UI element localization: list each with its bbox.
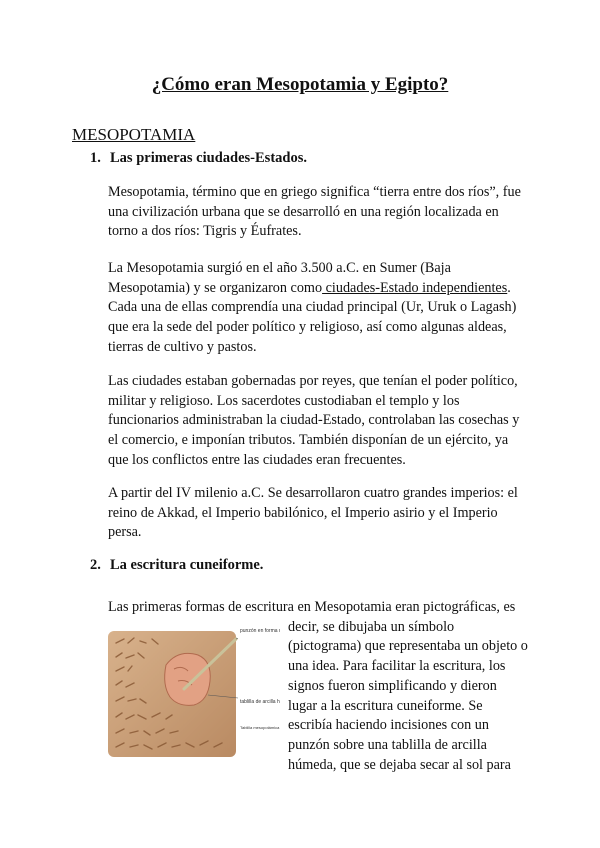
underlined-term: ciudades-Estado independientes xyxy=(322,279,508,296)
hand-shape xyxy=(165,653,211,705)
page-title: ¿Cómo eran Mesopotamia y Egipto? xyxy=(151,74,449,95)
subsection-heading-2 xyxy=(90,557,263,574)
section-heading-mesopotamia: MESOPOTAMIA xyxy=(72,125,196,144)
paragraph-2-text-rest: . Cada una de ellas comprendía una ciudad principal (Ur, Uruk o Lagash) que era la sede del poder político y religioso, así como algunas aldeas, tierras de cultivo y pastos. xyxy=(108,279,517,355)
cuneiform-tablet-image xyxy=(108,625,280,757)
text-line: signos fueron simplificando y dieron xyxy=(288,677,497,694)
figure-label-mid: tablilla de arcilla h xyxy=(240,699,280,705)
subsection-title: Las primeras ciudades-Estados. xyxy=(110,150,307,166)
paragraph-1: Mesopotamia, término que en griego significa “tierra entre dos ríos”, fue una civilización urbana que se desarrolló en una región localizada en torno a dos ríos: Tigris y Éufrates. xyxy=(108,184,521,240)
paragraph-3: Las ciudades estaban gobernadas por reyes, que tenían el poder político, militar y religioso. Los sacerdotes custodiaban el templo y los funcionarios administraban la ciudad-Estado, controlaban las cosechas y el comercio, e imponían tributos. También disponían de un ejército, ya que los conflictos entre las ciudades eran frecuentes. xyxy=(108,373,520,468)
text-line: una idea. Para facilitar la escritura, los xyxy=(288,658,506,675)
paragraph-2 xyxy=(108,259,528,358)
text-line: (pictograma) que representaba un objeto o xyxy=(288,638,528,655)
text-line: decir, se dibujaba un símbolo xyxy=(288,618,455,635)
subsection-number: 2. xyxy=(90,557,101,573)
paragraph-4: A partir del IV milenio a.C. Se desarrollaron cuatro grandes imperios: el reino de Akkad, el Imperio babilónico, el Imperio asirio y el Imperio persa. xyxy=(108,485,518,541)
cuneiform-tablet-figure xyxy=(108,625,280,757)
figure-label-top: punzón en forma xyxy=(240,628,278,634)
text-line: punzón sobre una tablilla de arcilla xyxy=(288,736,487,753)
text-line: húmeda, que se dejaba secar al sol para xyxy=(288,756,511,773)
subsection-title: La escritura cuneiforme. xyxy=(110,557,264,573)
text-line: escribía haciendo incisiones con un xyxy=(288,717,489,734)
paragraph-5-first-line: Las primeras formas de escritura en Mesopotamia eran pictográficas, es xyxy=(108,599,516,615)
subsection-heading-1 xyxy=(90,150,307,167)
paragraph-5-column xyxy=(288,598,532,775)
text-line: lugar a la escritura cuneiforme. Se xyxy=(288,697,483,714)
subsection-number: 1. xyxy=(90,150,101,166)
paragraph-2-text: La Mesopotamia surgió en el año 3.500 a.C. en Sumer (Baja Mesopotamia) y se organizaron como xyxy=(108,260,451,296)
figure-caption: Tablilla mesopotámica xyxy=(240,725,280,730)
